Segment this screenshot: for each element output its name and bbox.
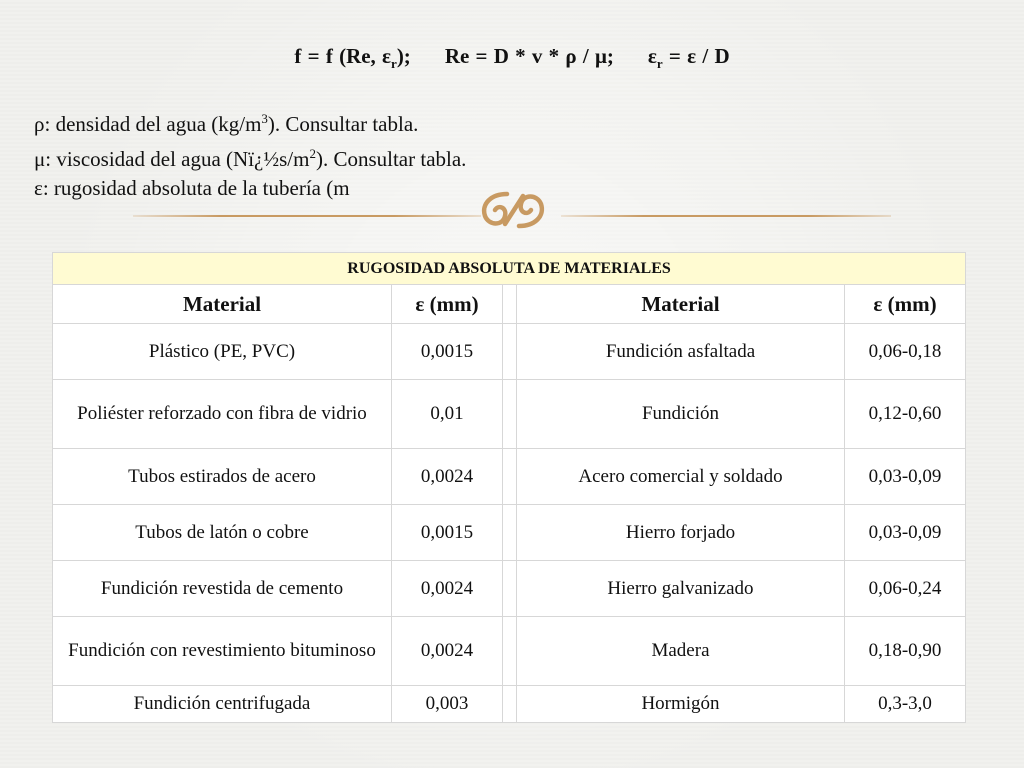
table-row [53,324,966,380]
definition-density: ρ: densidad del agua $(kg/m^3)$. Consultar tabla. [34,111,419,136]
material-cell: Tubos estirados de acero [53,449,392,505]
roughness-cell: 0,0024 [392,449,503,505]
material-cell: Plástico (PE, PVC) [53,324,392,380]
column-separator [503,324,517,380]
column-separator [503,449,517,505]
header-eps-left: ε (mm) [392,285,503,324]
table-row [53,561,966,617]
material-cell: Tubos de latón o cobre [53,505,392,561]
roughness-cell: 0,0024 [392,617,503,686]
table-header-row [53,285,966,324]
material-cell: Hierro forjado [517,505,845,561]
roughness-cell: 0,03-0,09 [845,505,966,561]
material-cell: Fundición asfaltada [517,324,845,380]
roughness-cell: 0,18-0,90 [845,617,966,686]
formula-relative-roughness: $\varepsilon_r = \varepsilon / D$ [647,44,730,72]
roughness-cell: 0,06-0,18 [845,324,966,380]
material-cell: Fundición centrifugada [53,686,392,723]
roughness-cell: 0,01 [392,380,503,449]
roughness-cell: 0,3-3,0 [845,686,966,723]
material-cell: Fundición con revestimiento bituminoso [53,617,392,686]
material-cell: Acero comercial y soldado [517,449,845,505]
material-cell: Poliéster reforzado con fibra de vidrio [53,380,392,449]
column-separator [503,380,517,449]
roughness-cell: 0,0015 [392,324,503,380]
divider-line-right [561,215,891,217]
formula-line [0,44,1024,72]
material-cell: Hierro galvanizado [517,561,845,617]
roughness-cell: 0,0024 [392,561,503,617]
roughness-cell: 0,06-0,24 [845,561,966,617]
table-row [53,505,966,561]
material-cell: Fundición [517,380,845,449]
roughness-table [52,252,966,723]
formula-friction: f = f (Re, $\varepsilon_r$); [294,44,411,72]
material-cell: Hormigón [517,686,845,723]
roughness-cell: 0,03-0,09 [845,449,966,505]
column-separator [503,285,517,324]
definition-viscosity: μ: viscosidad del agua $(Nï¿\frac{1}{2}s/m^2)$. Consultar tabla. [34,146,467,171]
roughness-cell: 0,0015 [392,505,503,561]
table-row [53,380,966,449]
header-eps-right: ε (mm) [845,285,966,324]
column-separator [503,505,517,561]
column-separator [503,561,517,617]
material-cell: Madera [517,617,845,686]
header-material-right: Material [517,285,845,324]
table-row [53,449,966,505]
flourish-ornament-icon [477,188,549,232]
table-caption: RUGOSIDAD ABSOLUTA DE MATERIALES [53,253,966,285]
table-row [53,686,966,723]
header-material-left: Material [53,285,392,324]
definition-roughness: ε: rugosidad absoluta de la tubería (m [34,176,350,200]
material-cell: Fundición revestida de cemento [53,561,392,617]
divider-line-left [133,215,481,217]
definitions [34,104,466,203]
roughness-cell: 0,12-0,60 [845,380,966,449]
formula-reynolds: Re = D * v * ρ / μ; [444,44,614,68]
table-caption-row [53,253,966,285]
column-separator [503,686,517,723]
column-separator [503,617,517,686]
table-row [53,617,966,686]
roughness-cell: 0,003 [392,686,503,723]
